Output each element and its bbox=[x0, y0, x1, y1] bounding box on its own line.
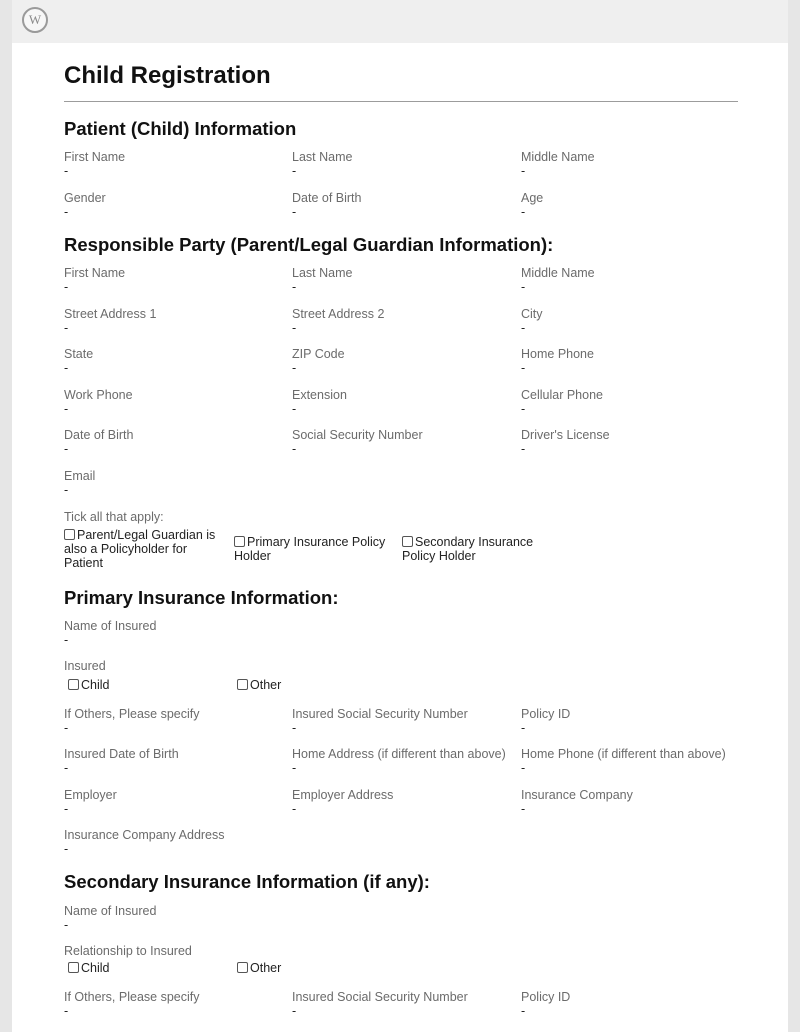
field-label: If Others, Please specify bbox=[64, 990, 200, 1004]
field-value: - bbox=[64, 483, 69, 497]
email-field[interactable] bbox=[64, 469, 290, 496]
primary-policy-id-field[interactable] bbox=[521, 707, 747, 734]
page-title: Child Registration bbox=[64, 62, 271, 89]
secondary-insurance-section-heading: Secondary Insurance Information (if any): bbox=[64, 871, 430, 892]
primary-insured-ssn-field[interactable] bbox=[292, 707, 518, 734]
patient-date-of-birth-field[interactable] bbox=[292, 191, 518, 218]
field-label: Insured Social Security Number bbox=[292, 707, 468, 721]
employer-field[interactable] bbox=[64, 788, 290, 815]
field-value: - bbox=[521, 1004, 526, 1018]
logo-icon[interactable]: W bbox=[22, 7, 48, 33]
field-label: Middle Name bbox=[521, 266, 595, 280]
field-value: - bbox=[521, 442, 526, 456]
form-document bbox=[12, 43, 788, 1032]
field-label: Insurance Company bbox=[521, 788, 633, 802]
checkbox-icon[interactable] bbox=[237, 679, 248, 690]
field-value: - bbox=[292, 761, 297, 775]
patient-gender-field[interactable] bbox=[64, 191, 290, 218]
field-value: - bbox=[521, 761, 526, 775]
field-value: - bbox=[521, 321, 526, 335]
field-label: Gender bbox=[64, 191, 106, 205]
relationship-child-checkbox[interactable] bbox=[68, 961, 110, 975]
work-phone-field[interactable] bbox=[64, 388, 290, 415]
field-label: Insured Social Security Number bbox=[292, 990, 468, 1004]
secondary-others-specify-field[interactable] bbox=[64, 990, 290, 1017]
title-divider bbox=[64, 101, 738, 102]
insured-child-checkbox[interactable] bbox=[68, 678, 110, 692]
field-label: First Name bbox=[64, 266, 126, 280]
responsible-party-section-heading: Responsible Party (Parent/Legal Guardian Information): bbox=[64, 234, 554, 255]
field-value: - bbox=[292, 1004, 297, 1018]
field-value: - bbox=[64, 721, 69, 735]
field-label: Name of Insured bbox=[64, 619, 157, 633]
state-field[interactable] bbox=[64, 347, 290, 374]
field-value: - bbox=[64, 1004, 69, 1018]
social-security-number-field[interactable] bbox=[292, 428, 518, 455]
field-label: Social Security Number bbox=[292, 428, 423, 442]
checkbox-icon[interactable] bbox=[237, 962, 248, 973]
responsible-first-name-field[interactable] bbox=[64, 266, 290, 293]
field-value: - bbox=[521, 402, 526, 416]
field-value: - bbox=[64, 918, 69, 932]
field-value: - bbox=[292, 442, 297, 456]
checkbox-icon[interactable] bbox=[68, 962, 79, 973]
field-value: - bbox=[292, 802, 297, 816]
field-label: If Others, Please specify bbox=[64, 707, 200, 721]
patient-age-field[interactable] bbox=[521, 191, 747, 218]
field-label: Middle Name bbox=[521, 150, 595, 164]
relationship-other-checkbox[interactable] bbox=[237, 961, 281, 975]
city-field[interactable] bbox=[521, 307, 747, 334]
patient-middle-name-field[interactable] bbox=[521, 150, 747, 177]
field-value: - bbox=[521, 361, 526, 375]
responsible-last-name-field[interactable] bbox=[292, 266, 518, 293]
field-label: Last Name bbox=[292, 150, 353, 164]
checkbox-icon[interactable] bbox=[234, 536, 245, 547]
field-label: City bbox=[521, 307, 543, 321]
field-label: Extension bbox=[292, 388, 347, 402]
field-label: Home Phone bbox=[521, 347, 594, 361]
employer-address-field[interactable] bbox=[292, 788, 518, 815]
checkbox-label: Secondary Insurance Policy Holder bbox=[402, 535, 534, 563]
field-value: - bbox=[292, 164, 297, 178]
field-label: Work Phone bbox=[64, 388, 133, 402]
checkbox-icon[interactable] bbox=[64, 529, 75, 540]
secondary-name-of-insured-field[interactable] bbox=[64, 904, 290, 931]
checkbox-label: Child bbox=[81, 678, 110, 692]
field-value: - bbox=[64, 321, 69, 335]
field-value: - bbox=[64, 164, 69, 178]
patient-section-heading: Patient (Child) Information bbox=[64, 118, 297, 139]
primary-insurance-section-heading: Primary Insurance Information: bbox=[64, 587, 339, 608]
field-value: - bbox=[64, 205, 69, 219]
primary-policy-holder-checkbox[interactable] bbox=[234, 535, 394, 563]
field-value: - bbox=[521, 280, 526, 294]
top-bar bbox=[12, 0, 788, 44]
field-label: Insurance Company Address bbox=[64, 828, 225, 842]
checkbox-icon[interactable] bbox=[68, 679, 79, 690]
field-label: Home Address (if different than above) bbox=[292, 747, 506, 761]
field-label: Driver's License bbox=[521, 428, 610, 442]
field-value: - bbox=[64, 761, 69, 775]
extension-field[interactable] bbox=[292, 388, 518, 415]
field-value: - bbox=[292, 321, 297, 335]
insured-label: Insured bbox=[64, 659, 106, 673]
field-label: Age bbox=[521, 191, 544, 205]
field-label: Date of Birth bbox=[64, 428, 134, 442]
insured-date-of-birth-field[interactable] bbox=[64, 747, 290, 774]
patient-first-name-field[interactable] bbox=[64, 150, 290, 177]
field-label: Name of Insured bbox=[64, 904, 157, 918]
field-label: Street Address 2 bbox=[292, 307, 385, 321]
insurance-company-field[interactable] bbox=[521, 788, 747, 815]
field-value: - bbox=[64, 402, 69, 416]
field-value: - bbox=[292, 402, 297, 416]
street-address-2-field[interactable] bbox=[292, 307, 518, 334]
checkbox-label: Primary Insurance Policy Holder bbox=[234, 535, 386, 563]
home-phone-field[interactable] bbox=[521, 347, 747, 374]
field-label: State bbox=[64, 347, 94, 361]
responsible-date-of-birth-field[interactable] bbox=[64, 428, 290, 455]
checkbox-label: Parent/Legal Guardian is also a Policyholder for Patient bbox=[64, 528, 216, 570]
field-label: Date of Birth bbox=[292, 191, 362, 205]
field-label: ZIP Code bbox=[292, 347, 345, 361]
field-label: Email bbox=[64, 469, 96, 483]
field-value: - bbox=[64, 361, 69, 375]
field-label: Home Phone (if different than above) bbox=[521, 747, 726, 761]
field-value: - bbox=[64, 802, 69, 816]
field-value: - bbox=[521, 205, 526, 219]
primary-name-of-insured-field[interactable] bbox=[64, 619, 290, 646]
drivers-license-field[interactable] bbox=[521, 428, 747, 455]
tick-all-label: Tick all that apply: bbox=[64, 510, 164, 524]
field-value: - bbox=[292, 361, 297, 375]
street-address-1-field[interactable] bbox=[64, 307, 290, 334]
zip-code-field[interactable] bbox=[292, 347, 518, 374]
field-label: Last Name bbox=[292, 266, 353, 280]
field-label: First Name bbox=[64, 150, 126, 164]
field-label: Policy ID bbox=[521, 707, 571, 721]
field-value: - bbox=[64, 842, 69, 856]
field-label: Employer Address bbox=[292, 788, 394, 802]
secondary-insured-ssn-field[interactable] bbox=[292, 990, 518, 1017]
field-value: - bbox=[64, 280, 69, 294]
secondary-policy-holder-checkbox[interactable] bbox=[402, 535, 552, 563]
field-label: Employer bbox=[64, 788, 117, 802]
field-value: - bbox=[521, 164, 526, 178]
home-address-field[interactable] bbox=[292, 747, 518, 774]
field-value: - bbox=[521, 802, 526, 816]
field-label: Street Address 1 bbox=[64, 307, 157, 321]
field-label: Cellular Phone bbox=[521, 388, 603, 402]
policyholder-for-patient-checkbox[interactable] bbox=[64, 528, 224, 570]
field-value: - bbox=[64, 442, 69, 456]
field-value: - bbox=[521, 721, 526, 735]
secondary-policy-id-field[interactable] bbox=[521, 990, 747, 1017]
checkbox-label: Child bbox=[81, 961, 110, 975]
field-label: Insured Date of Birth bbox=[64, 747, 179, 761]
insured-other-checkbox[interactable] bbox=[237, 678, 281, 692]
insurance-company-address-field[interactable] bbox=[64, 828, 290, 855]
checkbox-label: Other bbox=[250, 961, 282, 975]
checkbox-label: Other bbox=[250, 678, 282, 692]
responsible-middle-name-field[interactable] bbox=[521, 266, 747, 293]
field-value: - bbox=[64, 633, 69, 647]
field-label: Policy ID bbox=[521, 990, 571, 1004]
patient-last-name-field[interactable] bbox=[292, 150, 518, 177]
cellular-phone-field[interactable] bbox=[521, 388, 747, 415]
checkbox-icon[interactable] bbox=[402, 536, 413, 547]
insured-home-phone-field[interactable] bbox=[521, 747, 747, 774]
field-value: - bbox=[292, 280, 297, 294]
field-value: - bbox=[292, 205, 297, 219]
relationship-to-insured-label: Relationship to Insured bbox=[64, 944, 192, 958]
primary-others-specify-field[interactable] bbox=[64, 707, 290, 734]
field-value: - bbox=[292, 721, 297, 735]
